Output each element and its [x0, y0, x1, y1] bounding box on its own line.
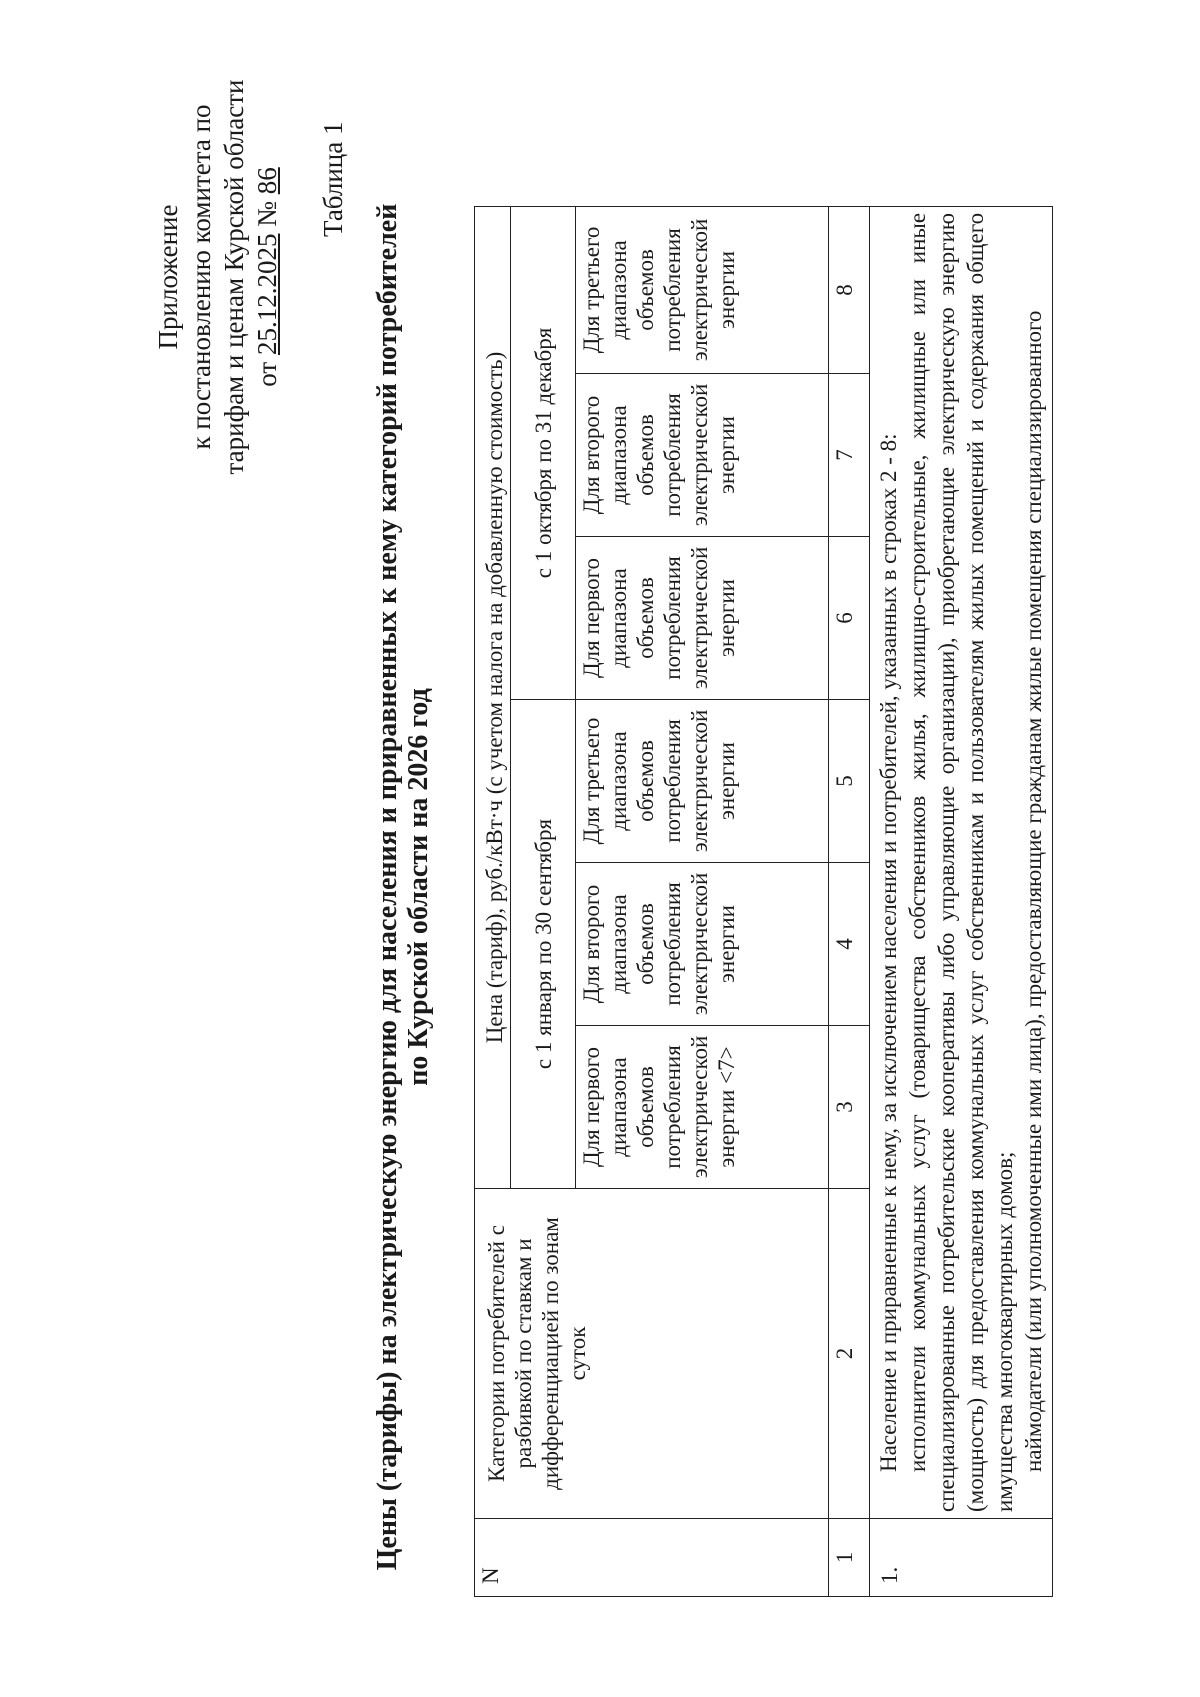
header-range-4: Для первого диапазона объемов потребления электрической энергии	[576, 537, 829, 700]
header-range-2: Для второго диапазона объемов потребления электрической энергии	[576, 863, 829, 1026]
approval-date: 25.12.2025	[252, 233, 282, 356]
approval-prefix: от	[252, 355, 282, 387]
header-range-1: Для первого диапазона объемов потребления электрической энергии <7>	[576, 1026, 829, 1189]
table-row	[870, 206, 1053, 1596]
table-label: Таблица 1	[318, 121, 348, 237]
column-number-6: 6	[829, 537, 870, 700]
document-title: Цены (тарифы) на электрическую энергию для населения и приравненных к нему категорий потребителей по Курской области на 2026 год	[372, 203, 434, 1571]
approval-line-4	[251, 77, 284, 477]
approval-number-sign: №	[252, 194, 282, 234]
approval-number: 86	[252, 167, 282, 195]
column-number-8: 8	[829, 206, 870, 373]
approval-line-1: Приложение	[153, 204, 183, 350]
header-range-6: Для третьего диапазона объемов потребления электрической энергии	[576, 206, 829, 373]
column-number-2: 2	[829, 1189, 870, 1519]
column-number-4: 4	[829, 863, 870, 1026]
approval-line-3: тарифам и ценам Курской области	[219, 79, 249, 475]
approval-block	[152, 77, 284, 477]
column-number-1: 1	[829, 1519, 870, 1597]
header-range-5: Для второго диапазона объемов потребления электрической энергии	[576, 374, 829, 537]
row-description	[870, 206, 1053, 1518]
column-number-5: 5	[829, 700, 870, 863]
row-description-line-2: исполнители коммунальных услуг (товарищества собственников жилья, жилищно-строительные, жилищные или иные специализированные потребительские кооперативы либо управляющие организации), приобретающие электрическую энергию (мощность) для предоставления коммунальных услуг собственникам и пользователям жилых помещений и содержания общего имущества многоквартирных домов;	[905, 212, 1017, 1512]
header-period-1: с 1 января по 30 сентября	[511, 700, 576, 1189]
approval-line-2: к постановлению комитета по	[186, 104, 216, 450]
column-number-7: 7	[829, 374, 870, 537]
header-price: Цена (тариф), руб./кВт·ч (с учетом налога на добавленную стоимость)	[475, 206, 511, 1188]
header-n: N	[475, 1519, 829, 1597]
header-category: Категории потребителей с разбивкой по ставкам и дифференциацией по зонам суток	[475, 1189, 829, 1519]
row-number: 1.	[870, 1519, 1053, 1597]
row-description-line-3: наймодатели (или уполномоченные ими лица), предоставляющие гражданам жилые помещения специализированного	[1021, 310, 1046, 1472]
column-number-row	[829, 206, 870, 1596]
row-description-line-1: Население и приравненные к нему, за исключением населения и потребителей, указанных в строках 2 - 8:	[876, 433, 901, 1472]
header-range-3: Для третьего диапазона объемов потребления электрической энергии	[576, 700, 829, 863]
header-period-2: с 1 октября по 31 декабря	[511, 206, 576, 699]
tariff-table	[474, 206, 1053, 1597]
column-number-3: 3	[829, 1026, 870, 1189]
